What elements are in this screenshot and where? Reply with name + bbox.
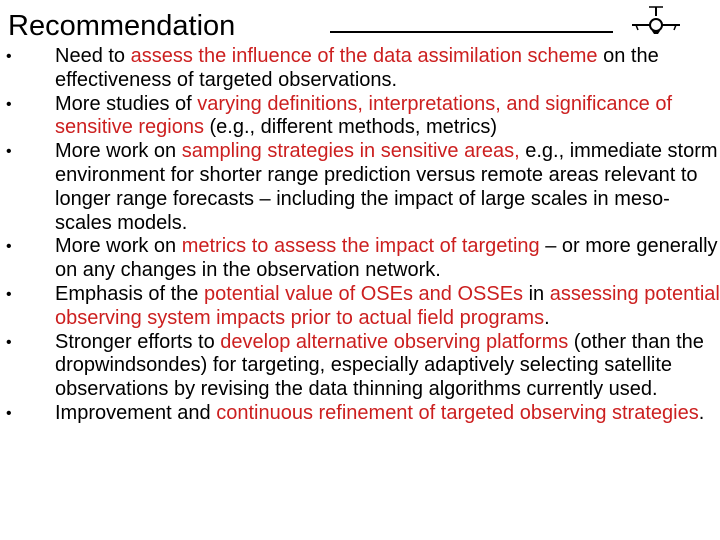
highlighted-text: develop alternative observing platforms [220,330,569,353]
bullet-text: Stronger efforts to [55,330,221,353]
bullet-text: – or more generally on any changes in the observation network. [55,235,718,282]
bullet-item [0,283,720,331]
bullet-item [0,93,720,141]
bullet-item [0,140,720,235]
bullet-marker: • [6,238,12,256]
bullet-marker: • [6,48,12,65]
highlighted-text: metrics to assess the impact of targeting [181,235,540,258]
bullet-marker: • [6,95,12,113]
bullet-item [0,331,720,402]
title-divider-line [330,31,613,33]
bullet-marker: • [6,143,12,161]
bullet-text: on the effectiveness of targeted observations. [55,45,659,91]
aircraft-front-view-icon [628,5,684,35]
bullet-text: More studies of [55,92,198,115]
highlighted-text: potential value of OSEs and OSSEs [203,282,524,305]
bullet-text: (e.g., different methods, metrics) [203,116,498,139]
bullet-item [0,45,720,93]
bullet-text: More work on [55,235,182,258]
highlighted-text: assessing potential observing system impacts prior to actual field programs [55,282,720,329]
bullet-text: (other than the dropwindsondes) for targeting, especially adaptively selecting satellite observations by revising the data thinning algorithms currently used. [55,330,704,401]
highlighted-text: assess the influence of the data assimilation scheme [130,45,598,67]
bullet-text: in [523,282,550,305]
recommendation-list [0,45,720,426]
bullet-text: Improvement and [55,401,217,424]
bullet-text: e.g., immediate storm environment for shorter range prediction versus remote areas relevant to longer range forecasts – including the impact of large scales in meso-scales models. [55,140,718,234]
bullet-marker: • [6,285,12,303]
bullet-text: More work on [55,140,182,163]
bullet-text: . [544,306,550,329]
bullet-text: Emphasis of the [55,282,204,305]
bullet-text: . [698,401,705,424]
highlighted-text: sampling strategies in sensitive areas, [181,140,520,163]
bullet-text: Need to [55,45,131,67]
bullet-item [0,402,720,426]
highlighted-text: varying definitions, interpretations, and significance of sensitive regions [55,92,673,139]
bullet-marker: • [6,333,12,351]
slide-title: Recommendation [8,10,236,42]
bullet-marker: • [6,404,12,422]
highlighted-text: continuous refinement of targeted observing strategies [216,401,699,424]
bullet-item [0,235,720,283]
